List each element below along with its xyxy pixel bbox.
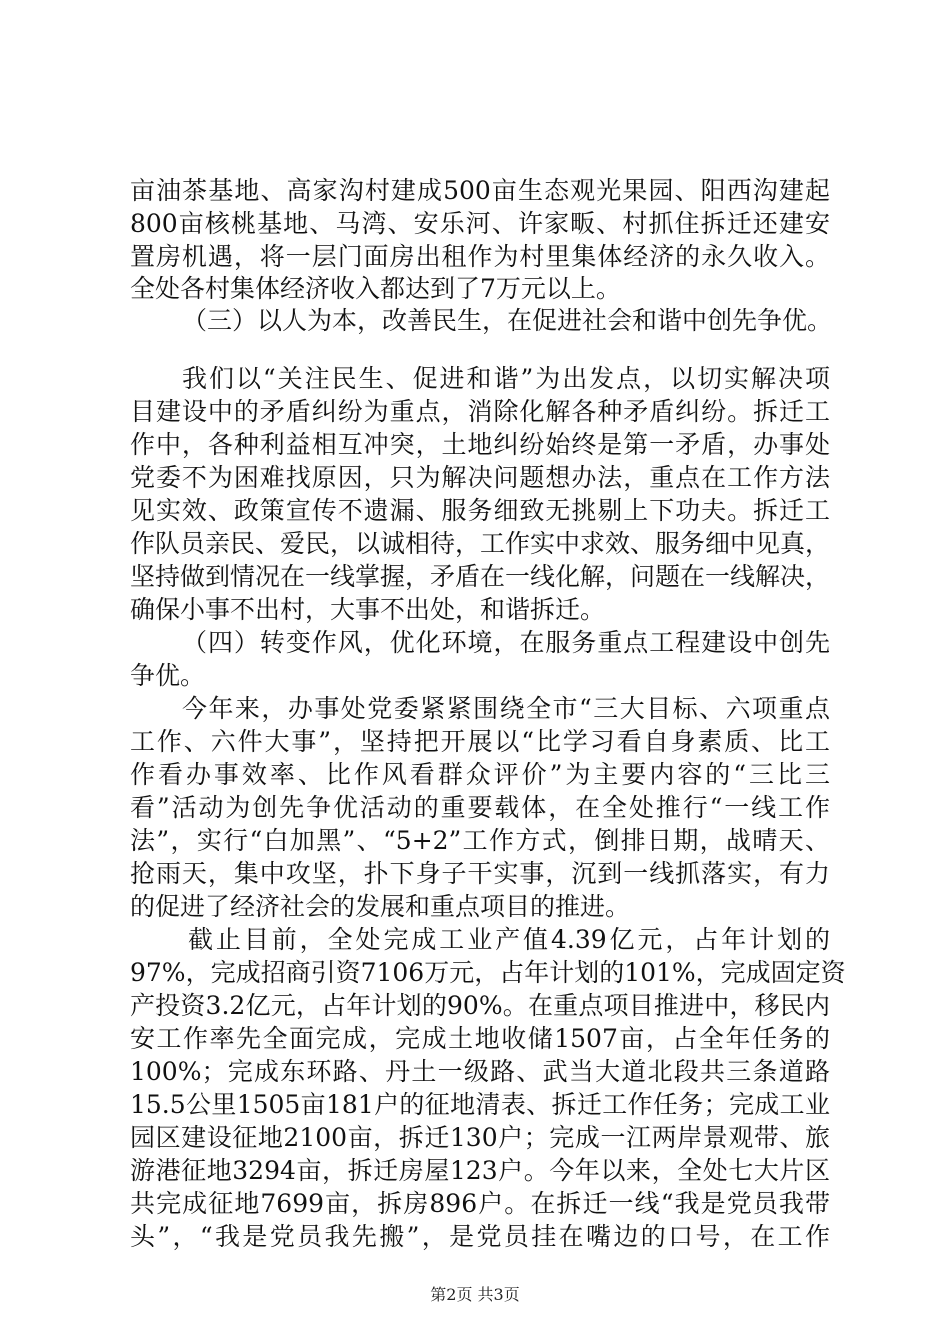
text-line: 产投资3.2亿元，占年计划的90%。在重点项目推进中，移民内: [130, 991, 830, 1020]
text-line: 确保小事不出村，大事不出处，和谐拆迁。: [130, 595, 606, 624]
text-line: 见实效、政策宣传不遗漏、服务细致无挑剔上下功夫。拆迁工: [130, 496, 830, 525]
text-line: 抢雨天，集中攻坚，扑下身子干实事，沉到一线抓落实，有力: [130, 859, 830, 888]
text-line: 目建设中的矛盾纠纷为重点，消除化解各种矛盾纠纷。拆迁工: [130, 397, 830, 426]
text-line: 头”，“我是党员我先搬”，是党员挂在嘴边的口号，在工作: [130, 1222, 830, 1251]
text-line: 作中，各种利益相互冲突，土地纠纷始终是第一矛盾，办事处: [130, 430, 830, 459]
text-line: 全处各村集体经济收入都达到了7万元以上。: [130, 274, 621, 303]
text-line: 15.5公里1505亩181户的征地清表、拆迁工作任务；完成工业: [130, 1090, 830, 1119]
text-line: 园区建设征地2100亩，拆迁130户；完成一江两岸景观带、旅: [130, 1123, 830, 1152]
text-line: 今年来，办事处党委紧紧围绕全市“三大目标、六项重点: [182, 694, 830, 723]
section-heading: （三）以人为本，改善民生，在促进社会和谐中创先争优。: [182, 306, 833, 335]
text-line: 截止目前，全处完成工业产值4.39亿元，占年计划的: [188, 925, 830, 954]
text-line: 看”活动为创先争优活动的重要载体，在全处推行“一线工作: [130, 793, 830, 822]
text-line: 97%，完成招商引资7106万元，占年计划的101%，完成固定资: [130, 958, 846, 987]
text-line: 800亩核桃基地、马湾、安乐河、许家畈、村抓住拆迁还建安: [130, 209, 830, 238]
text-line: 共完成征地7699亩，拆房896户。在拆迁一线“我是党员我带: [130, 1189, 830, 1218]
text-line: 我们以“关注民生、促进和谐”为出发点，以切实解决项: [182, 364, 830, 393]
section-heading-cont: 争优。: [130, 661, 206, 690]
section-heading: （四）转变作风，优化环境，在服务重点工程建设中创先: [182, 628, 830, 657]
text-line: 法”，实行“白加黑”、“5+2”工作方式，倒排日期，战晴天、: [130, 826, 830, 855]
text-line: 亩油茶基地、高家沟村建成500亩生态观光果园、阳西沟建起: [130, 176, 830, 205]
text-line: 作队员亲民、爱民，以诚相待，工作实中求效、服务细中见真，: [130, 529, 831, 558]
text-line: 党委不为困难找原因，只为解决问题想办法，重点在工作方法: [130, 463, 830, 492]
text-line: 工作、六件大事”，坚持把开展以“比学习看自身素质、比工: [130, 727, 830, 756]
text-line: 安工作率先全面完成，完成土地收储1507亩，占全年任务的: [130, 1024, 830, 1053]
text-line: 作看办事效率、比作风看群众评价”为主要内容的“三比三: [130, 760, 830, 789]
text-line: 坚持做到情况在一线掌握，矛盾在一线化解，问题在一线解决，: [130, 562, 831, 591]
text-line: 游港征地3294亩，拆迁房屋123户。今年以来，全处七大片区: [130, 1156, 830, 1185]
text-line: 置房机遇，将一层门面房出租作为村里集体经济的永久收入。: [130, 242, 830, 271]
page-footer: 第2页 共3页: [430, 1285, 520, 1304]
text-line: 100%；完成东环路、丹土一级路、武当大道北段共三条道路: [130, 1057, 830, 1086]
text-line: 的促进了经济社会的发展和重点项目的推进。: [130, 892, 631, 921]
